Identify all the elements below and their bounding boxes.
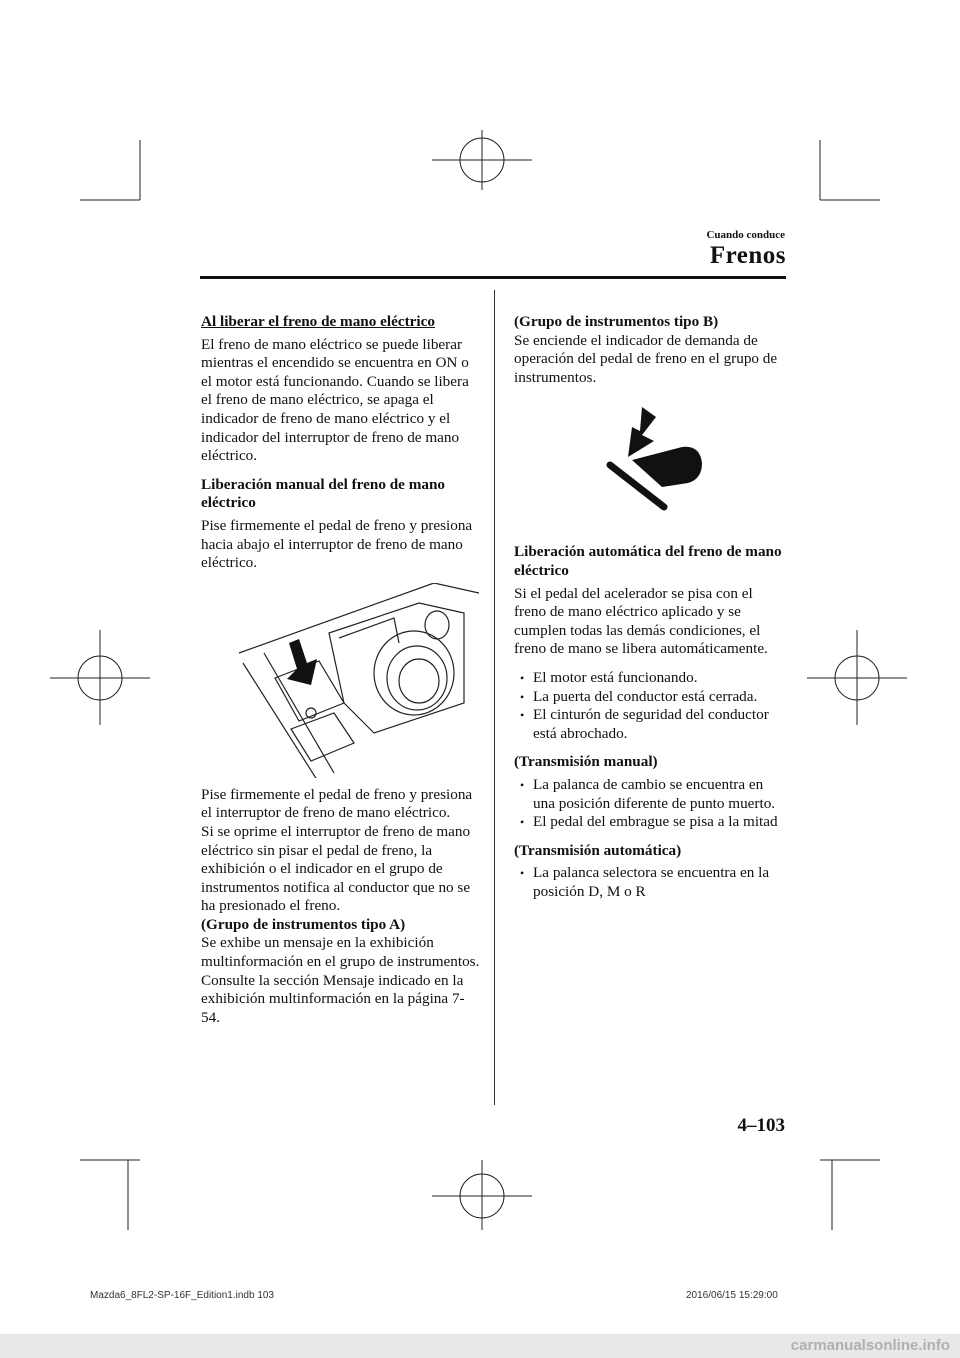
heading-cluster-a: (Grupo de instrumentos tipo A): [201, 915, 406, 933]
header-rule: [200, 276, 786, 279]
paragraph: Se exhibe un mensaje en la exhibición multinformación en el grupo de instrumentos.: [201, 934, 480, 971]
left-column: [201, 313, 483, 1037]
heading-automatic-transmission: (Transmisión automática): [514, 841, 682, 859]
list-item: • El pedal del embrague se pisa a la mitad: [520, 813, 786, 832]
footer-date: 2016/06/15 15:29:00: [686, 1290, 778, 1301]
heading-cluster-b: (Grupo de instrumentos tipo B): [514, 313, 719, 330]
brake-pedal-demand-icon: [602, 405, 722, 515]
list-item: • La puerta del conductor está cerrada.: [520, 688, 786, 707]
paragraph: Consulte la sección Mensaje indicado en la exhibición multinformación en la página 7-54.: [201, 971, 465, 1026]
list-item: • La palanca de cambio se encuentra en una posición diferente de punto muerto.: [520, 776, 786, 813]
paragraph: Se enciende el indicador de demanda de operación del pedal de freno en el grupo de instrumentos.: [514, 331, 778, 386]
watermark-bar: [0, 1334, 960, 1358]
list-item: • La palanca selectora se encuentra en la posición D, M o R: [520, 864, 786, 901]
heading-auto-release: Liberación automática del freno de mano eléctrico: [514, 543, 782, 579]
footer-file: Mazda6_8FL2-SP-16F_Edition1.indb 103: [90, 1290, 275, 1301]
conditions-list: [514, 669, 786, 743]
column-divider: [494, 290, 495, 1105]
watermark-text: carmanualsonline.info: [790, 1337, 950, 1354]
paragraph: El freno de mano eléctrico se puede liberar mientras el encendido se encuentra en ON o el motor está funcionando. Cuando se libera el freno de mano eléctrico, se apaga el indicador de freno de mano eléctrico y el indicador del interruptor de freno de mano eléctrico.: [201, 335, 469, 465]
paragraph: Si se oprime el interruptor de freno de mano eléctrico sin pisar el pedal de freno, la exhibición o el indicador en el grupo de instrumentos notifica al conductor que no se ha presionado el freno.: [201, 822, 471, 915]
paragraph: Pise firmemente el pedal de freno y presiona hacia abajo el interruptor de freno de mano eléctrico.: [201, 516, 473, 572]
paragraph: Pise firmemente el pedal de freno y presiona el interruptor de freno de mano eléctrico.: [201, 785, 473, 822]
right-column: [514, 313, 786, 911]
section-label: Cuando conduce: [706, 229, 785, 241]
list-item: • El cinturón de seguridad del conductor está abrochado.: [520, 706, 786, 743]
heading-manual-transmission: (Transmisión manual): [514, 753, 658, 771]
manual-transmission-list: [514, 776, 786, 832]
heading-release: Al liberar el freno de mano eléctrico: [201, 313, 435, 330]
page-title: Frenos: [709, 242, 786, 269]
brake-switch-illustration: [219, 583, 479, 778]
paragraph: Si el pedal del acelerador se pisa con el freno de mano eléctrico aplicado y se cumplen todas las demás condiciones, el freno de mano se libera automáticamente.: [514, 584, 768, 658]
list-item: • El motor está funcionando.: [520, 669, 786, 688]
page-number: 4–103: [737, 1115, 785, 1136]
heading-manual-release: Liberación manual del freno de mano eléctrico: [201, 475, 445, 512]
automatic-transmission-list: [514, 864, 786, 901]
